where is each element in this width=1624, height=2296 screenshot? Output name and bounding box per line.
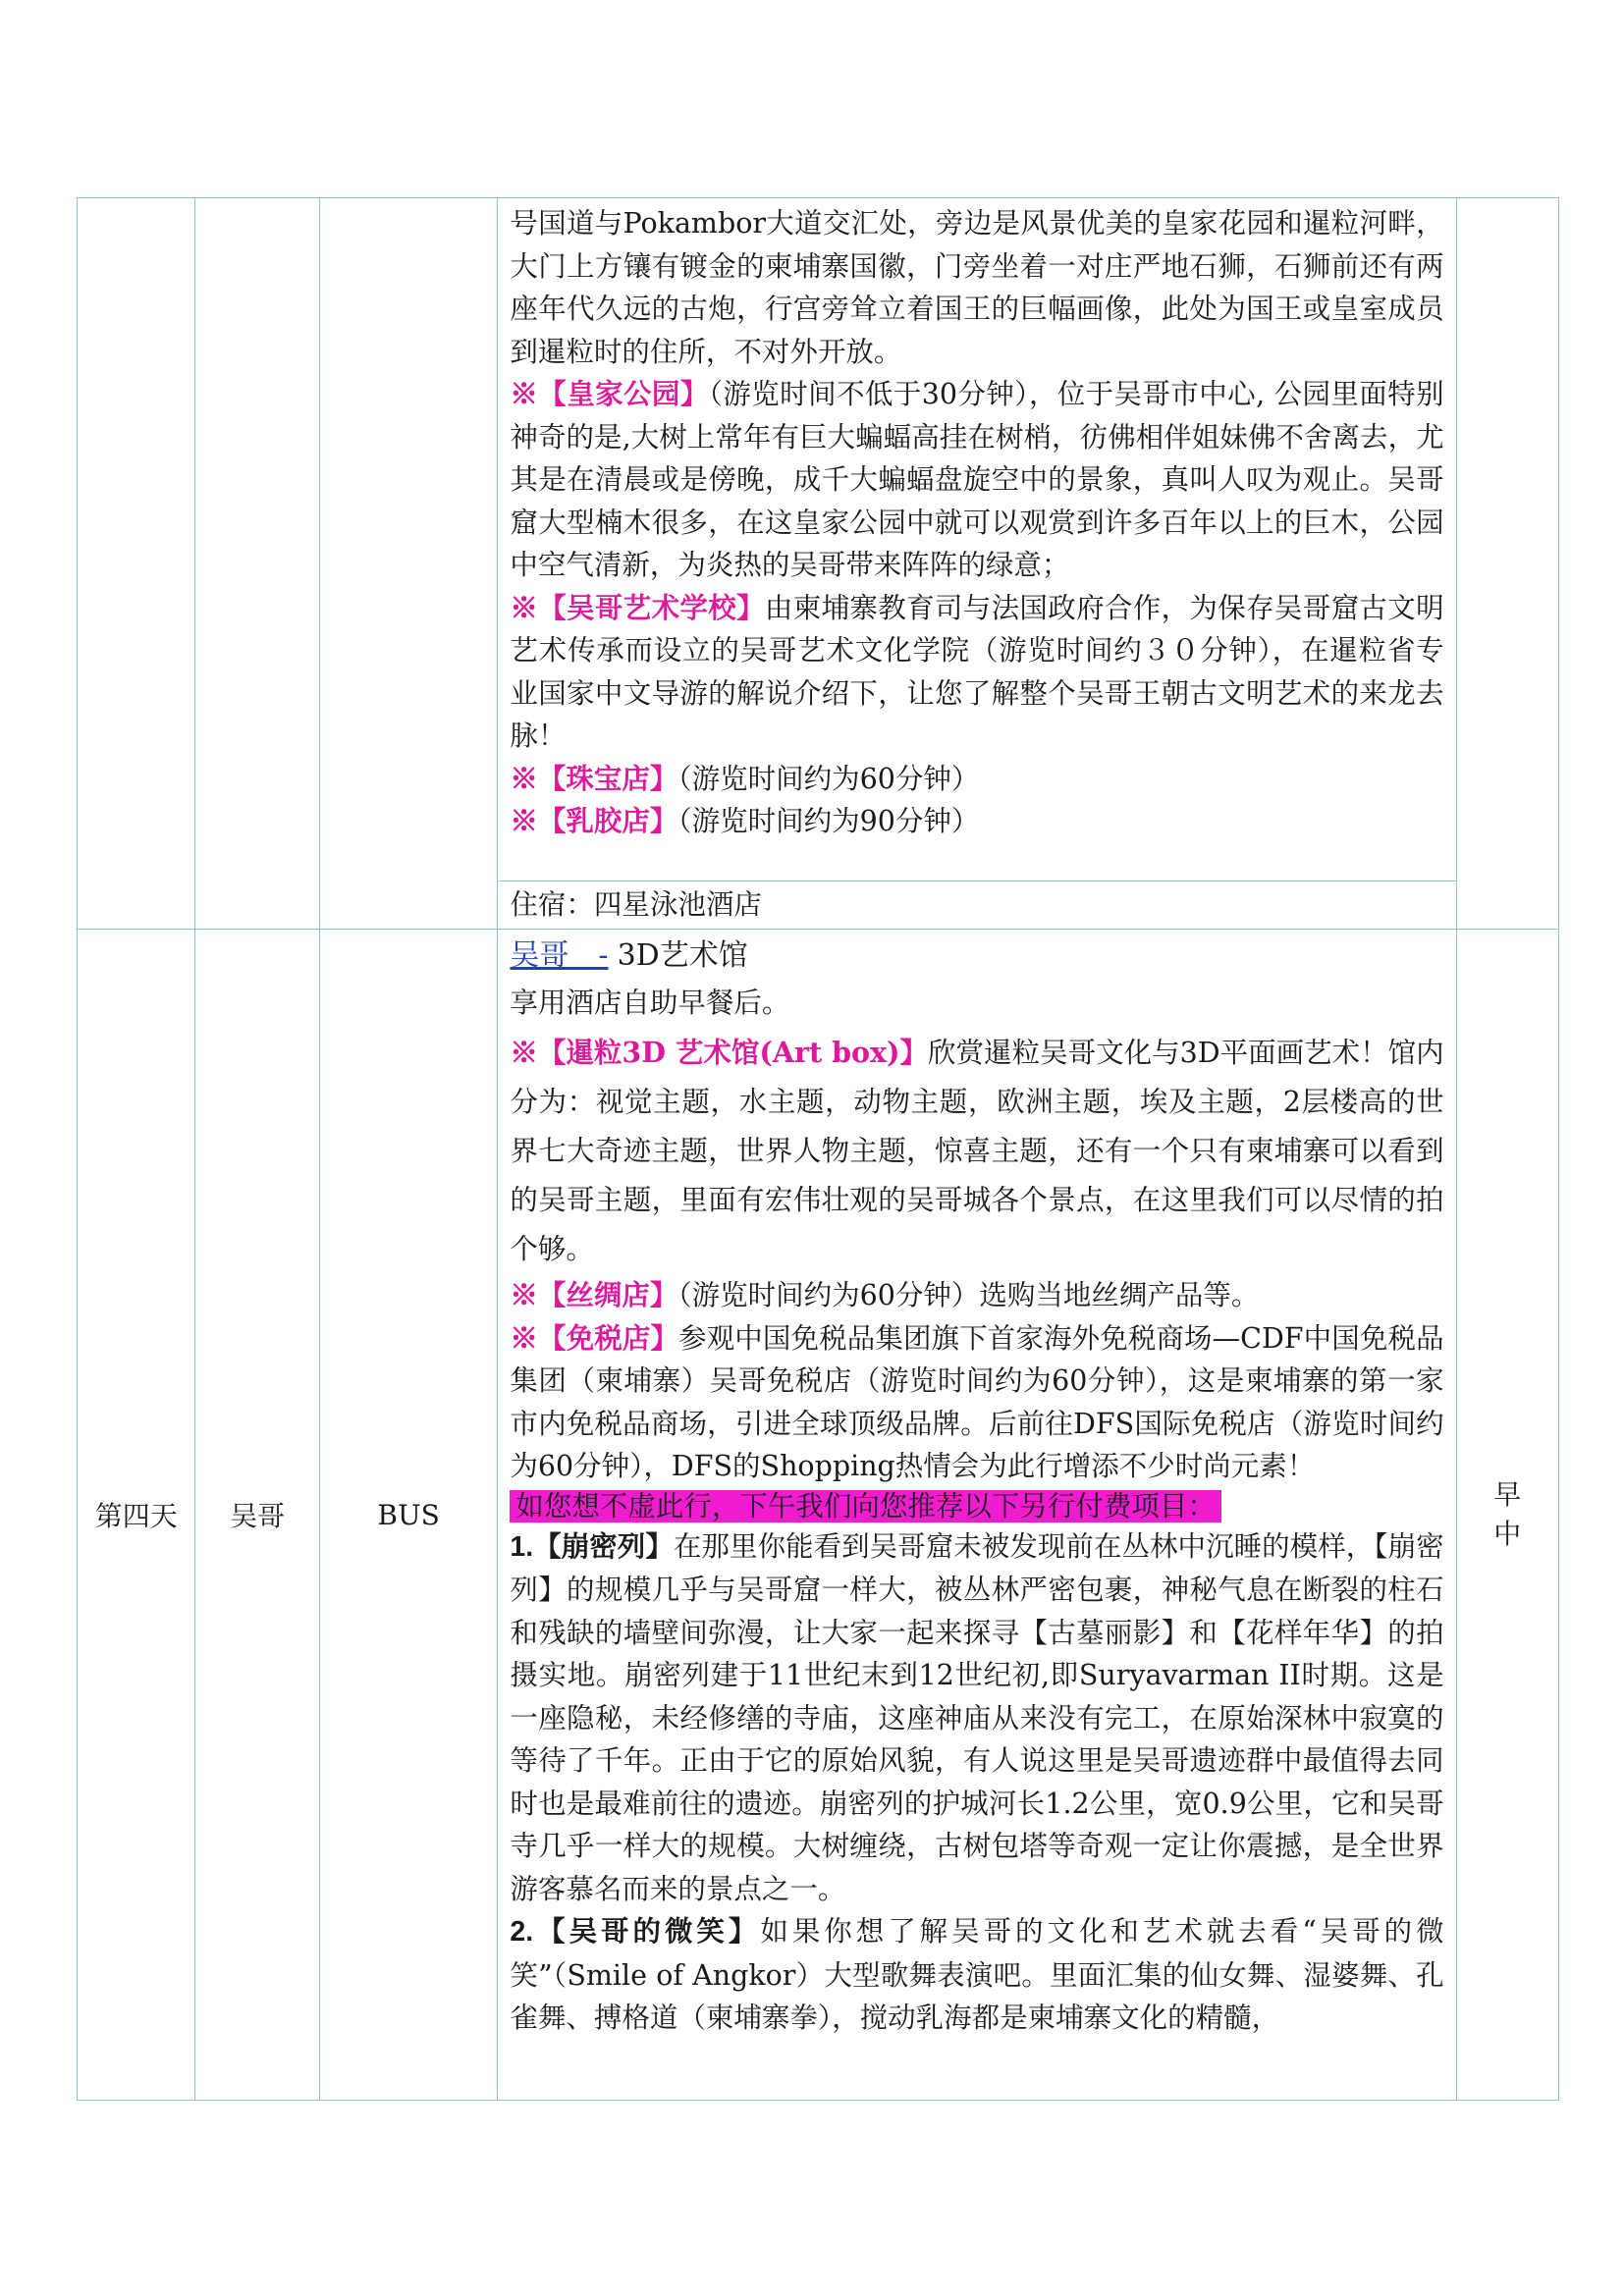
paragraph-jewelry: ※【珠宝店】（游览时间约为60分钟）	[510, 761, 980, 795]
paragraph-smile-of-angkor: 2.【吴哥的微笑】如果你想了解吴哥的文化和艺术就去看“吴哥的微笑”（Smile of Angkor）大型歌舞表演吧。里面汇集的仙女舞、湿婆舞、孔雀舞、搏格道（柬埔寨拳），搅动乳海都是柬埔寨文化的精髓，	[510, 1915, 1444, 2034]
royal-park-heading: ※【皇家公园】	[510, 377, 709, 410]
optional-highlight: 如您想不虚此行，下午我们向您推荐以下另行付费项目：	[510, 1490, 1221, 1522]
paragraph-royal-park: ※【皇家公园】（游览时间不低于30分钟），位于吴哥市中心, 公园里面特别神奇的是,大树上常年有巨大蝙蝠高挂在树梢，彷佛相伴姐妹佛不舍离去，尤其是在清晨或是傍晚，成千大蝙蝠盘旋空中的景象，真叫人叹为观止。吴哥窟大型楠木很多，在这皇家公园中就可以观赏到许多百年以上的巨木，公园中空气清新，为炎热的吴哥带来阵阵的绿意；	[510, 377, 1444, 581]
paragraph-latex: ※【乳胶店】（游览时间约为90分钟）	[510, 804, 980, 837]
paragraph-beng-mealea: 1.【崩密列】在那里你能看到吴哥窟未被发现前在丛林中沉睡的模样，【崩密列】的规模几乎与吴哥窟一样大，被丛林严密包裹，神秘气息在断裂的柱石和残缺的墙壁间弥漫，让大家一起来探寻【古墓丽影】和【花样年华】的拍摄实地。崩密列建于11世纪末到12世纪初,即Suryavarman II时期。这是一座隐秘，未经修缮的寺庙，这座神庙从来没有完工，在原始深林中寂寞的等待了千年。正由于它的原始风貌，有人说这里是吴哥遗迹群中最值得去同时也是最难前往的遗迹。崩密列的护城河长1.2公里，宽0.9公里，它和吴哥寺几乎一样大的规模。大树缠绕，古树包塔等奇观一定让你震撼，是全世界游客慕名而来的景点之一。	[510, 1529, 1444, 1905]
paragraph-palace: 号国道与Pokambor大道交汇处，旁边是风景优美的皇家花园和暹粒河畔，大门上方镶有镀金的柬埔寨国徽，门旁坐着一对庄严地石狮，石狮前还有两座年代久远的古炮，行宫旁耸立着国王的巨幅画像，此处为国王或皇室成员到暹粒时的住所，不对外开放。	[510, 207, 1444, 368]
beng-mealea-heading: 1.【崩密列】	[510, 1530, 674, 1563]
artbox-heading: ※【暹粒3D 艺术馆(Art box)】	[510, 1036, 929, 1069]
spacer	[510, 843, 1443, 881]
meal-cell	[1456, 930, 1558, 2101]
meal-cell-empty	[1456, 198, 1558, 930]
paragraph-art-school: ※【吴哥艺术学校】由柬埔寨教育司与法国政府合作，为保存吴哥窟古文明艺术传承而设立的吴哥艺术文化学院（游览时间约３０分钟），在暹粒省专业国家中文导游的解说介绍下，让您了解整个吴哥王朝古文明艺术的来龙去脉！	[510, 590, 1444, 752]
paragraph-dutyfree: ※【免税店】参观中国免税品集团旗下首家海外免税商场—CDF中国免税品集团（柬埔寨）吴哥免税店（游览时间约为60分钟），这是柬埔寨的第一家市内免税品商场，引进全球顶级品牌。后前往DFS国际免税店（游览时间约为60分钟），DFS的Shopping热情会为此行增添不少时尚元素！	[510, 1320, 1444, 1482]
smile-heading: 2.【吴哥的微笑】	[510, 1916, 761, 1948]
transport-cell-empty	[319, 198, 498, 930]
transport-label: BUS	[319, 930, 498, 2101]
day-label: 第四天	[78, 930, 195, 2101]
itinerary-row-day4	[78, 930, 1559, 2101]
day-title	[510, 934, 1443, 979]
dutyfree-heading: ※【免税店】	[510, 1320, 679, 1355]
schedule-cell-day4	[498, 930, 1456, 2101]
day-cell-empty	[78, 198, 195, 930]
day-title-text: 3D艺术馆	[617, 938, 748, 973]
itinerary-table	[77, 197, 1559, 2101]
paragraph-silk: ※【丝绸店】（游览时间约为60分钟）选购当地丝绸产品等。	[510, 1278, 1260, 1311]
silk-heading: ※【丝绸店】	[510, 1278, 678, 1311]
paragraph-artbox: ※【暹粒3D 艺术馆(Art box)】欣赏暹粒吴哥文化与3D平面画艺术！馆内分为：视觉主题，水主题，动物主题，欧洲主题，埃及主题，2层楼高的世界七大奇迹主题，世界人物主题，惊喜主题，还有一个只有柬埔寨可以看到的吴哥主题，里面有宏伟壮观的吴哥城各个景点，在这里我们可以尽情的拍个够。	[510, 1036, 1444, 1265]
paragraph-optional	[510, 1488, 1443, 1525]
itinerary-row-continued	[78, 198, 1559, 930]
city-cell-empty	[195, 198, 319, 930]
jewelry-heading: ※【珠宝店】	[510, 761, 678, 795]
meal-lunch: 中	[1493, 1518, 1522, 1550]
meal-breakfast: 早	[1493, 1478, 1522, 1511]
paragraph-breakfast: 享用酒店自助早餐后。	[510, 987, 790, 1019]
art-school-heading: ※【吴哥艺术学校】	[510, 590, 765, 624]
day-title-link[interactable]: 吴哥 -	[510, 938, 609, 973]
latex-heading: ※【乳胶店】	[510, 804, 678, 837]
hotel-line: 住宿：四星泳池酒店	[498, 881, 1455, 929]
schedule-cell	[498, 198, 1456, 930]
city-label: 吴哥	[195, 930, 319, 2101]
